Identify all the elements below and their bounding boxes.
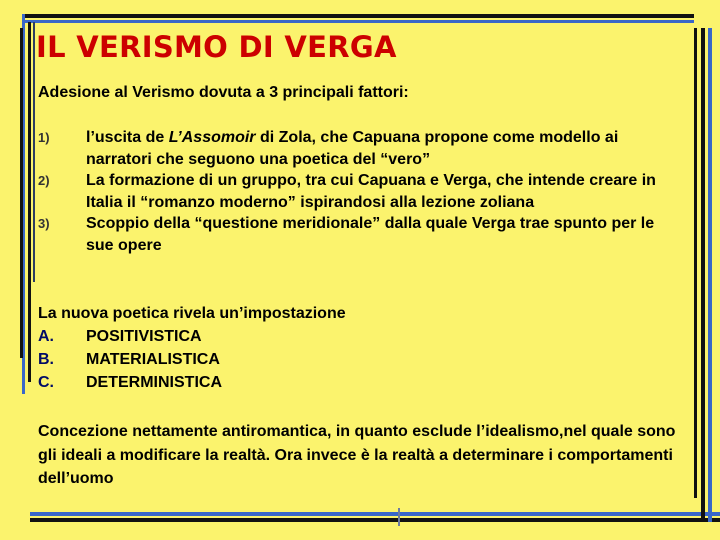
factor-text: La formazione di un gruppo, tra cui Capuana e Verga, che intende creare in Italia il “romanzo moderno” ispirandosi alla lezione zoliana [86,172,656,211]
slide-title: IL VERISMO DI VERGA [36,30,397,64]
frame-right-inner-bar [694,28,697,498]
frame-top-black-bar [22,14,694,18]
factor-item-3 [38,213,678,256]
frame-bottom-separator [398,508,400,526]
factor-italic-title: L’Assomoir [168,129,256,146]
poetica-text: MATERIALISTICA [86,351,220,368]
factor-text-after: di Zola, che Capuana propone come modello ai narratori che seguono una poetica del “vero” [86,129,619,168]
frame-right-blue-bar [708,28,712,522]
factor-number: 2) [38,173,50,188]
factors-list [38,127,678,256]
poetica-letter: C. [38,374,54,391]
poetica-text: DETERMINISTICA [86,374,222,391]
poetica-item [38,348,678,371]
frame-right-black-bar [701,28,705,522]
poetica-text: POSITIVISTICA [86,328,202,345]
factor-number: 3) [38,216,50,231]
slide-subtitle: Adesione al Verismo dovuta a 3 principali fattori: [38,84,409,101]
frame-left-outer-bar [20,28,23,358]
factor-item-1 [38,127,678,170]
factor-text-before: l’uscita de [86,129,169,146]
poetica-list [38,325,678,394]
poetica-intro: La nuova poetica rivela un’impostazione [38,305,346,322]
factor-item-2 [38,170,678,213]
frame-bottom-blue-bar [30,512,720,516]
poetica-section [38,302,678,394]
conclusion-paragraph: Concezione nettamente antiromantica, in quanto esclude l’idealismo,nel quale sono gli ideali a modificare la realtà. Ora invece è la realtà a determinare i comportamenti dell’uomo [38,423,676,487]
poetica-letter: B. [38,351,54,368]
frame-top-blue-bar [22,20,694,23]
poetica-letter: A. [38,328,54,345]
poetica-item [38,371,678,394]
poetica-item [38,325,678,348]
frame-left-black-bar [28,22,31,382]
factor-text: Scoppio della “questione meridionale” dalla quale Verga trae spunto per le sue opere [86,215,655,254]
frame-bottom-black-bar [30,518,720,522]
frame-left-dark-bar [33,22,35,282]
factor-number: 1) [38,130,50,145]
